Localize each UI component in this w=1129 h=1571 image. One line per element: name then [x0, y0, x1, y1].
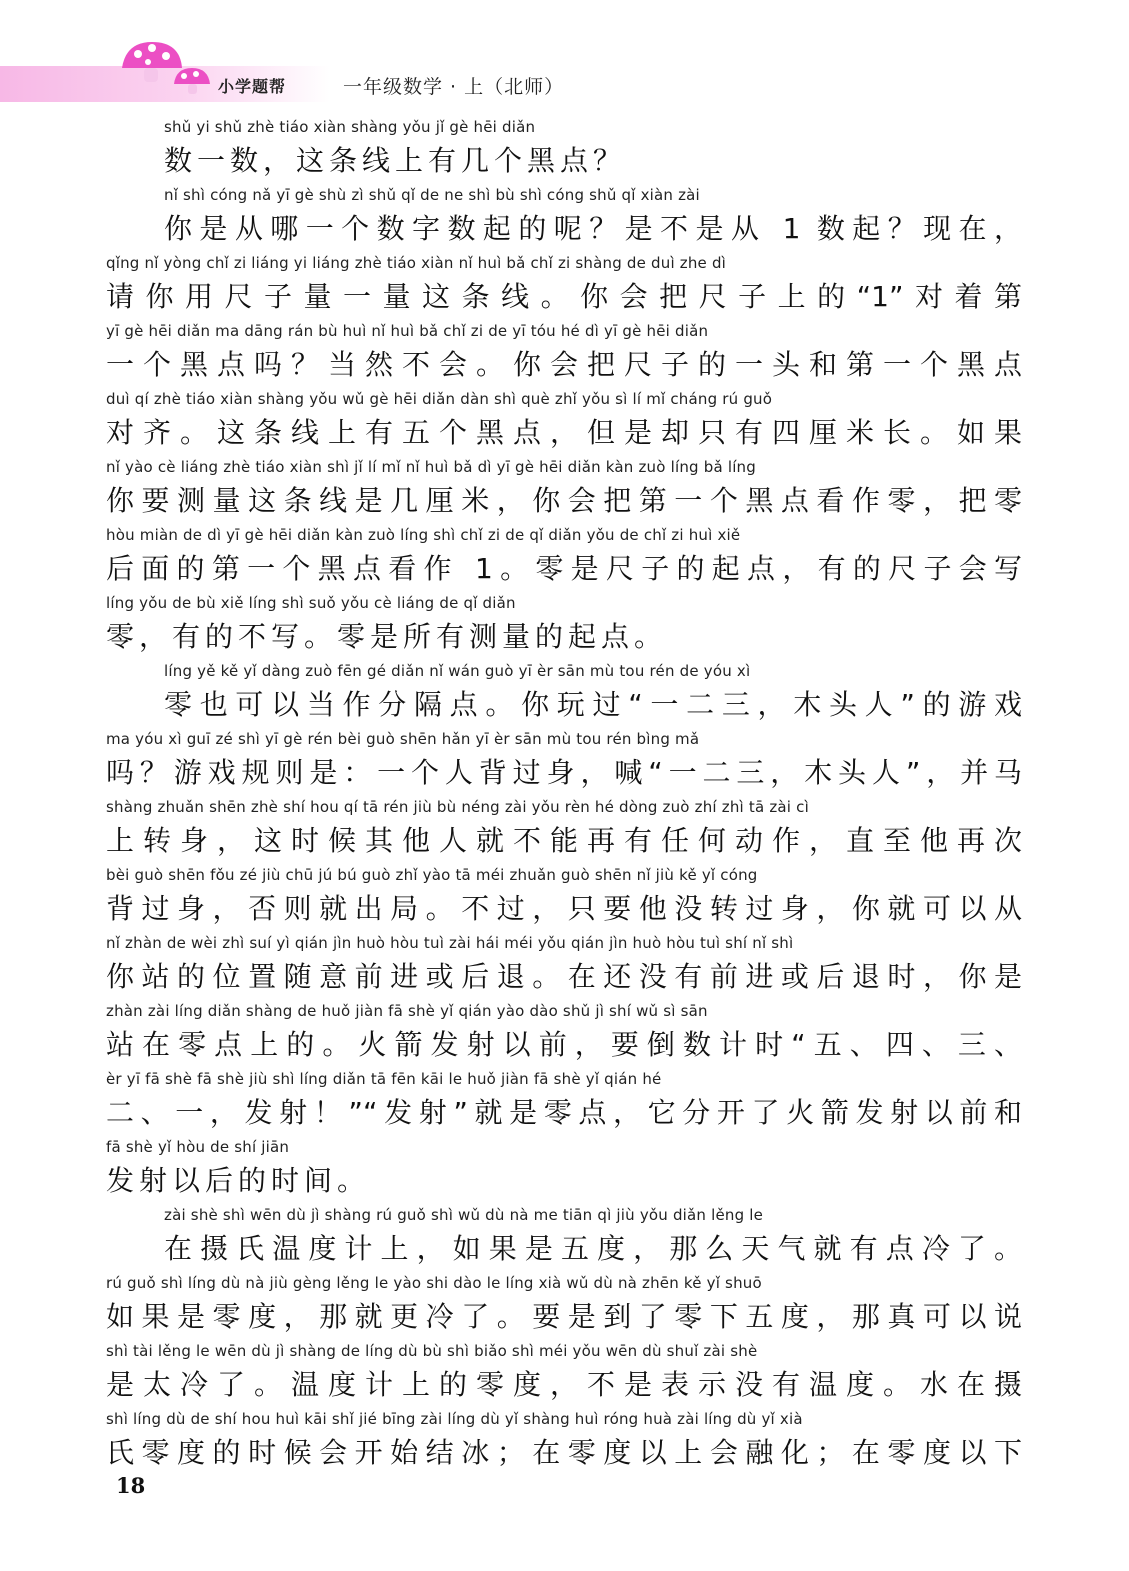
- hanzi-line: 你要测量这条线是几厘米，你会把第一个黑点看作零，把零: [106, 484, 1022, 517]
- hanzi-line: 你是从哪一个数字数起的呢？是不是从 1 数起？现在，: [164, 212, 1022, 245]
- pinyin-line: èr yī fā shè fā shè jiù shì líng diǎn tā fēn kāi le huǒ jiàn fā shè yǐ qián hé: [106, 1070, 662, 1088]
- pinyin-line: fā shè yǐ hòu de shí jiān: [106, 1138, 290, 1156]
- hanzi-line: 吗？游戏规则是：一个人背过身，喊“一二三，木头人”，并马: [106, 756, 1022, 789]
- hanzi-line: 氏零度的时候会开始结冰；在零度以上会融化；在零度以下: [106, 1436, 1022, 1469]
- hanzi-line: 如果是零度，那就更冷了。要是到了零下五度，那真可以说: [106, 1300, 1022, 1333]
- hanzi-line: 对齐。这条线上有五个黑点，但是却只有四厘米长。如果: [106, 416, 1022, 449]
- hanzi-line: 发射以后的时间。: [106, 1164, 371, 1197]
- pinyin-line: ma yóu xì guī zé shì yī gè rén bèi guò shēn hǎn yī èr sān mù tou rén bìng mǎ: [106, 730, 700, 748]
- mushroom-icon: [118, 38, 214, 110]
- pinyin-line: líng yǒu de bù xiě líng shì suǒ yǒu cè liáng de qǐ diǎn: [106, 594, 516, 612]
- hanzi-line: 背过身，否则就出局。不过，只要他没转过身，你就可以从: [106, 892, 1022, 925]
- pinyin-line: shàng zhuǎn shēn zhè shí hou qí tā rén jiù bù néng zài yǒu rèn hé dòng zuò zhí zhì tā zài cì: [106, 798, 809, 816]
- hanzi-line: 请你用尺子量一量这条线。你会把尺子上的“1”对着第: [106, 280, 1022, 313]
- pinyin-line: shì líng dù de shí hou huì kāi shǐ jié bīng zài líng dù yǐ shàng huì róng huà zài líng dù yǐ xià: [106, 1410, 803, 1428]
- pinyin-line: bèi guò shēn fǒu zé jiù chū jú bú guò zhǐ yào tā méi zhuǎn guò shēn nǐ jiù kě yǐ cóng: [106, 866, 758, 884]
- series-label: 小学题帮: [218, 77, 287, 96]
- pinyin-line: hòu miàn de dì yī gè hēi diǎn kàn zuò líng shì chǐ zi de qǐ diǎn yǒu de chǐ zi huì xiě: [106, 526, 741, 544]
- book-title: 一年级数学 · 上（北师）: [343, 76, 565, 98]
- pinyin-line: zài shè shì wēn dù jì shàng rú guǒ shì wǔ dù nà me tiān qì jiù yǒu diǎn lěng le: [164, 1206, 764, 1224]
- pinyin-line: nǐ zhàn de wèi zhì suí yì qián jìn huò hòu tuì zài hái méi yǒu qián jìn huò hòu tuì shí nǐ shì: [106, 934, 794, 952]
- pinyin-line: nǐ shì cóng nǎ yī gè shù zì shǔ qǐ de ne shì bù shì cóng shǔ qǐ xiàn zài: [164, 186, 700, 204]
- hanzi-line: 二、一，发射！”“发射”就是零点，它分开了火箭发射以前和: [106, 1096, 1022, 1129]
- pinyin-line: rú guǒ shì líng dù nà jiù gèng lěng le yào shi dào le líng xià wǔ dù nà zhēn kě yǐ shuō: [106, 1274, 762, 1292]
- pinyin-line: líng yě kě yǐ dàng zuò fēn gé diǎn nǐ wán guò yī èr sān mù tou rén de yóu xì: [164, 662, 751, 680]
- hanzi-line: 上转身，这时候其他人就不能再有任何动作，直至他再次: [106, 824, 1022, 857]
- pinyin-line: zhàn zài líng diǎn shàng de huǒ jiàn fā shè yǐ qián yào dào shǔ jì shí wǔ sì sān: [106, 1002, 708, 1020]
- hanzi-line: 数一数，这条线上有几个黑点？: [164, 144, 627, 177]
- pinyin-line: nǐ yào cè liáng zhè tiáo xiàn shì jǐ lí mǐ nǐ huì bǎ dì yī gè hēi diǎn kàn zuò líng bǎ líng: [106, 458, 756, 476]
- hanzi-line: 你站的位置随意前进或后退。在还没有前进或后退时，你是: [106, 960, 1022, 993]
- hanzi-line: 后面的第一个黑点看作 1。零是尺子的起点，有的尺子会写: [106, 552, 1022, 585]
- pinyin-line: duì qí zhè tiáo xiàn shàng yǒu wǔ gè hēi diǎn dàn shì què zhǐ yǒu sì lí mǐ cháng rú guǒ: [106, 390, 773, 408]
- hanzi-line: 是太冷了。温度计上的零度，不是表示没有温度。水在摄: [106, 1368, 1022, 1401]
- hanzi-line: 零也可以当作分隔点。你玩过“一二三，木头人”的游戏: [164, 688, 1022, 721]
- text-body: [106, 116, 1022, 1476]
- pinyin-line: shì tài lěng le wēn dù jì shàng de líng dù bù shì biǎo shì méi yǒu wēn dù shuǐ zài shè: [106, 1342, 758, 1360]
- pinyin-line: shǔ yi shǔ zhè tiáo xiàn shàng yǒu jǐ gè hēi diǎn: [164, 118, 536, 136]
- hanzi-line: 零，有的不写。零是所有测量的起点。: [106, 620, 668, 653]
- hanzi-line: 站在零点上的。火箭发射以前，要倒数计时“五、四、三、: [106, 1028, 1022, 1061]
- pinyin-line: yī gè hēi diǎn ma dāng rán bù huì nǐ huì bǎ chǐ zi de yī tóu hé dì yī gè hēi diǎn: [106, 322, 709, 340]
- hanzi-line: 一个黑点吗？当然不会。你会把尺子的一头和第一个黑点: [106, 348, 1022, 381]
- hanzi-line: 在摄氏温度计上，如果是五度，那么天气就有点冷了。: [164, 1232, 1022, 1265]
- pinyin-line: qǐng nǐ yòng chǐ zi liáng yi liáng zhè tiáo xiàn nǐ huì bǎ chǐ zi shàng de duì zhe dì: [106, 254, 727, 272]
- page-number: 18: [116, 1473, 146, 1498]
